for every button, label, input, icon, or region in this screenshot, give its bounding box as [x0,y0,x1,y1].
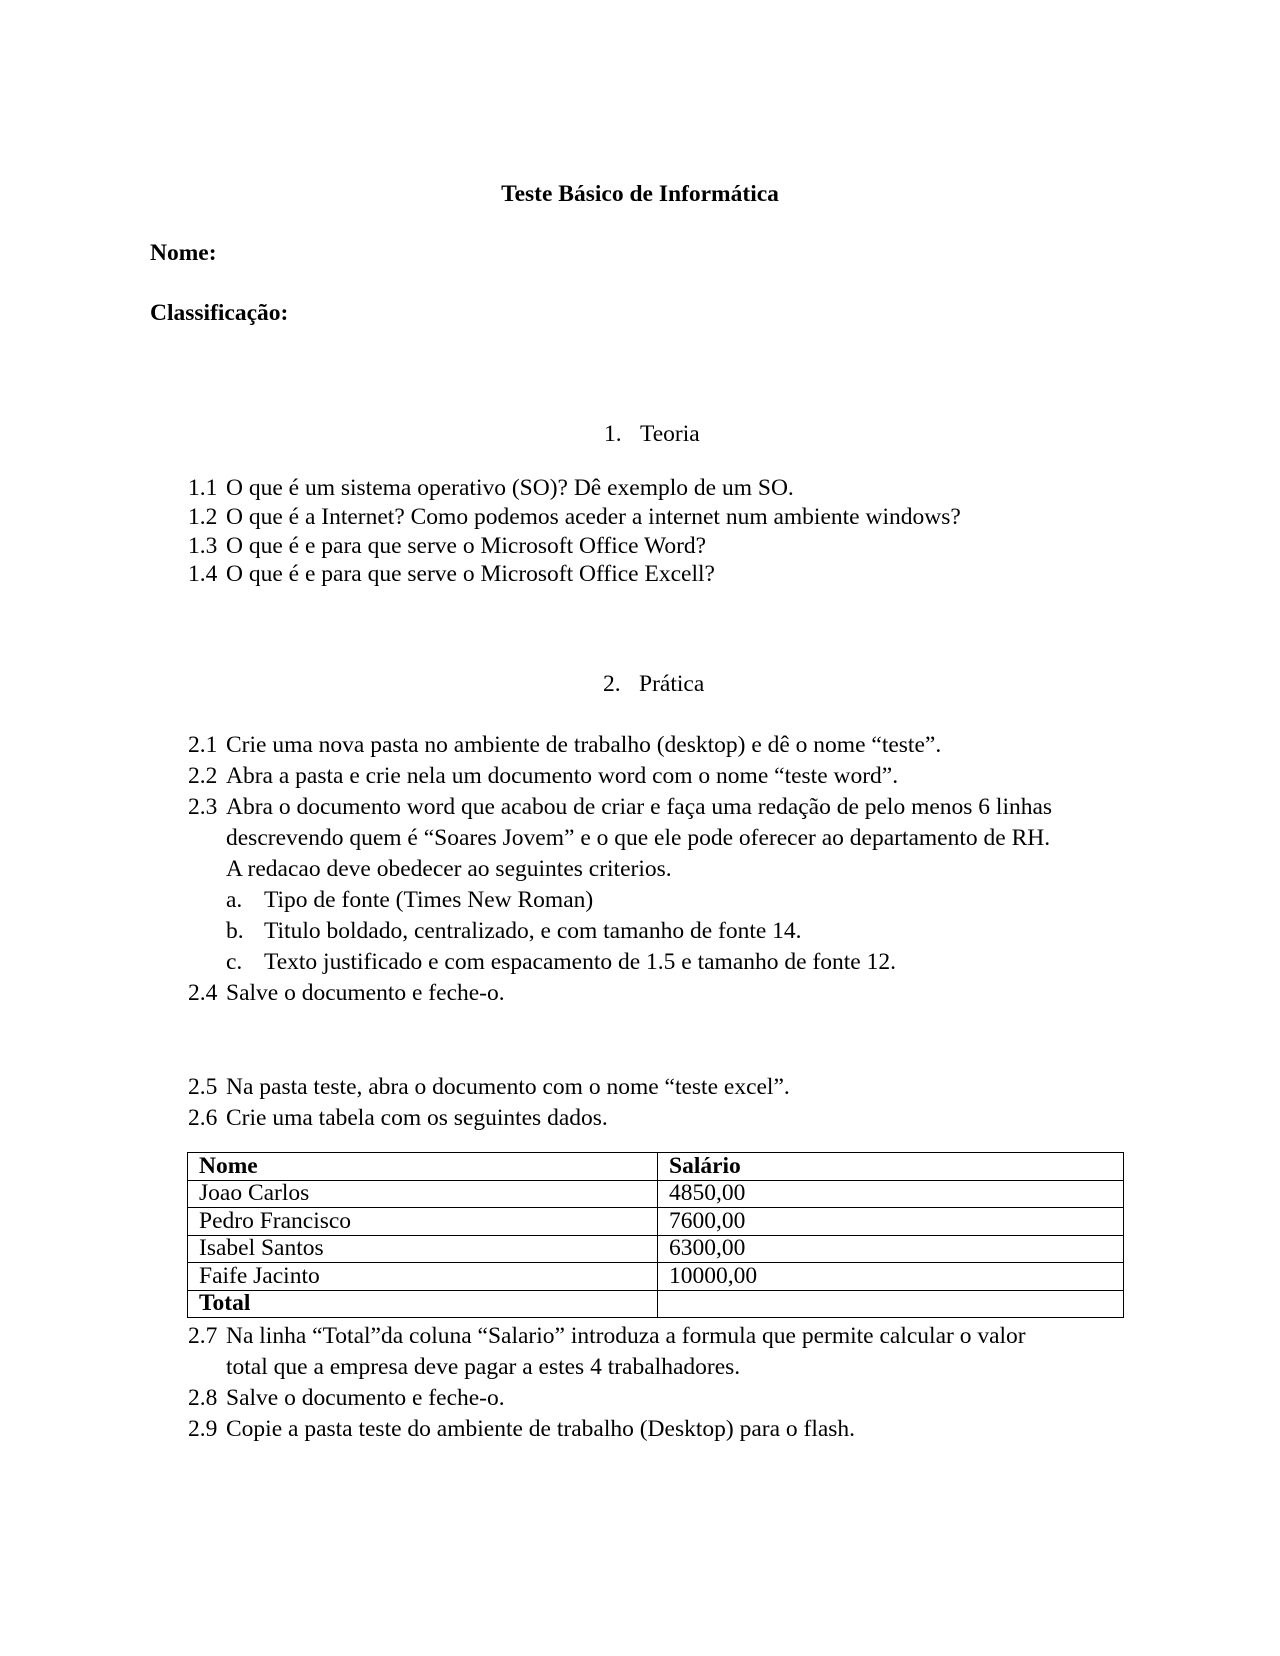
question-text: Crie uma tabela com os seguintes dados. [226,1105,608,1131]
question-text: Salve o documento e feche-o. [226,1385,505,1411]
question-number: 2.2 [188,763,218,789]
criteria-item [226,951,896,975]
question-number: 1.1 [188,475,218,501]
question-item [188,765,898,789]
table-total-label: Total [188,1290,658,1318]
question-item [188,1418,855,1442]
question-number: 2.6 [188,1105,218,1131]
question-text: Na pasta teste, abra o documento com o nome “teste excel”. [226,1074,790,1100]
criteria-item [226,889,593,913]
question-text: Copie a pasta teste do ambiente de trabalho (Desktop) para o flash. [226,1416,856,1442]
section-number: 2. [603,671,621,697]
question-item [188,1387,505,1411]
question-continuation: A redacao deve obedecer ao seguintes criterios. [226,856,672,882]
section-title: Prática [639,671,705,697]
question-number: 1.3 [188,533,218,559]
table-row [188,1235,1124,1263]
question-continuation: descrevendo quem é “Soares Jovem” e o que ele pode oferecer ao departamento de RH. [226,825,1051,851]
question-number: 2.8 [188,1385,218,1411]
name-label: Nome: [150,240,217,266]
page-title: Teste Básico de Informática [501,181,779,207]
question-text: Crie uma nova pasta no ambiente de trabalho (desktop) e dê o nome “teste”. [226,732,942,758]
question-continuation: total que a empresa deve pagar a estes 4 trabalhadores. [226,1354,741,1380]
question-text: Salve o documento e feche-o. [226,980,505,1006]
section-title: Teoria [640,421,700,447]
question-item [188,477,794,501]
question-item [188,982,505,1006]
question-item [188,1325,1026,1349]
salary-table [187,1152,1124,1318]
question-item [188,796,1052,820]
table-cell-salary: 6300,00 [658,1235,1124,1263]
question-number: 2.1 [188,732,218,758]
question-text: Abra o documento word que acabou de criar e faça uma redação de pelo menos 6 linhas [226,794,1053,820]
criteria-text: Tipo de fonte (Times New Roman) [264,887,594,913]
question-text: O que é um sistema operativo (SO)? Dê exemplo de um SO. [226,475,794,501]
criteria-label: c. [226,949,243,975]
classification-label: Classificação: [150,300,289,326]
question-number: 2.5 [188,1074,218,1100]
table-header-nome: Nome [188,1153,658,1181]
table-row [188,1263,1124,1291]
question-item [188,734,941,758]
question-number: 2.3 [188,794,218,820]
table-header-salario: Salário [658,1153,1124,1181]
table-cell-salary: 7600,00 [658,1208,1124,1236]
question-number: 2.9 [188,1416,218,1442]
question-item [188,506,961,530]
table-cell-salary: 4850,00 [658,1180,1124,1208]
question-number: 1.4 [188,561,218,587]
criteria-label: b. [226,918,244,944]
question-text: O que é e para que serve o Microsoft Office Excell? [226,561,715,587]
section-heading-teoria [604,423,700,447]
question-item [188,1076,790,1100]
question-text: Abra a pasta e crie nela um documento word com o nome “teste word”. [226,763,899,789]
table-row [188,1208,1124,1236]
section-number: 1. [604,421,622,447]
criteria-label: a. [226,887,243,913]
criteria-item [226,920,802,944]
table-total-value [658,1290,1124,1318]
section-heading-pratica [603,673,704,697]
question-text: O que é e para que serve o Microsoft Office Word? [226,533,707,559]
criteria-text: Texto justificado e com espacamento de 1.5 e tamanho de fonte 12. [264,949,896,975]
question-number: 2.7 [188,1323,218,1349]
question-number: 2.4 [188,980,218,1006]
table-total-row [188,1290,1124,1318]
question-item [188,535,706,559]
criteria-text: Titulo boldado, centralizado, e com tamanho de fonte 14. [264,918,802,944]
question-item [188,1107,608,1131]
table-cell-name: Faife Jacinto [188,1263,658,1291]
question-text: Na linha “Total”da coluna “Salario” introduza a formula que permite calcular o valor [226,1323,1026,1349]
question-item [188,563,715,587]
table-cell-name: Isabel Santos [188,1235,658,1263]
table-cell-salary: 10000,00 [658,1263,1124,1291]
table-cell-name: Pedro Francisco [188,1208,658,1236]
question-number: 1.2 [188,504,218,530]
table-row [188,1180,1124,1208]
question-text: O que é a Internet? Como podemos aceder a internet num ambiente windows? [226,504,961,530]
table-header-row [188,1153,1124,1181]
table-cell-name: Joao Carlos [188,1180,658,1208]
